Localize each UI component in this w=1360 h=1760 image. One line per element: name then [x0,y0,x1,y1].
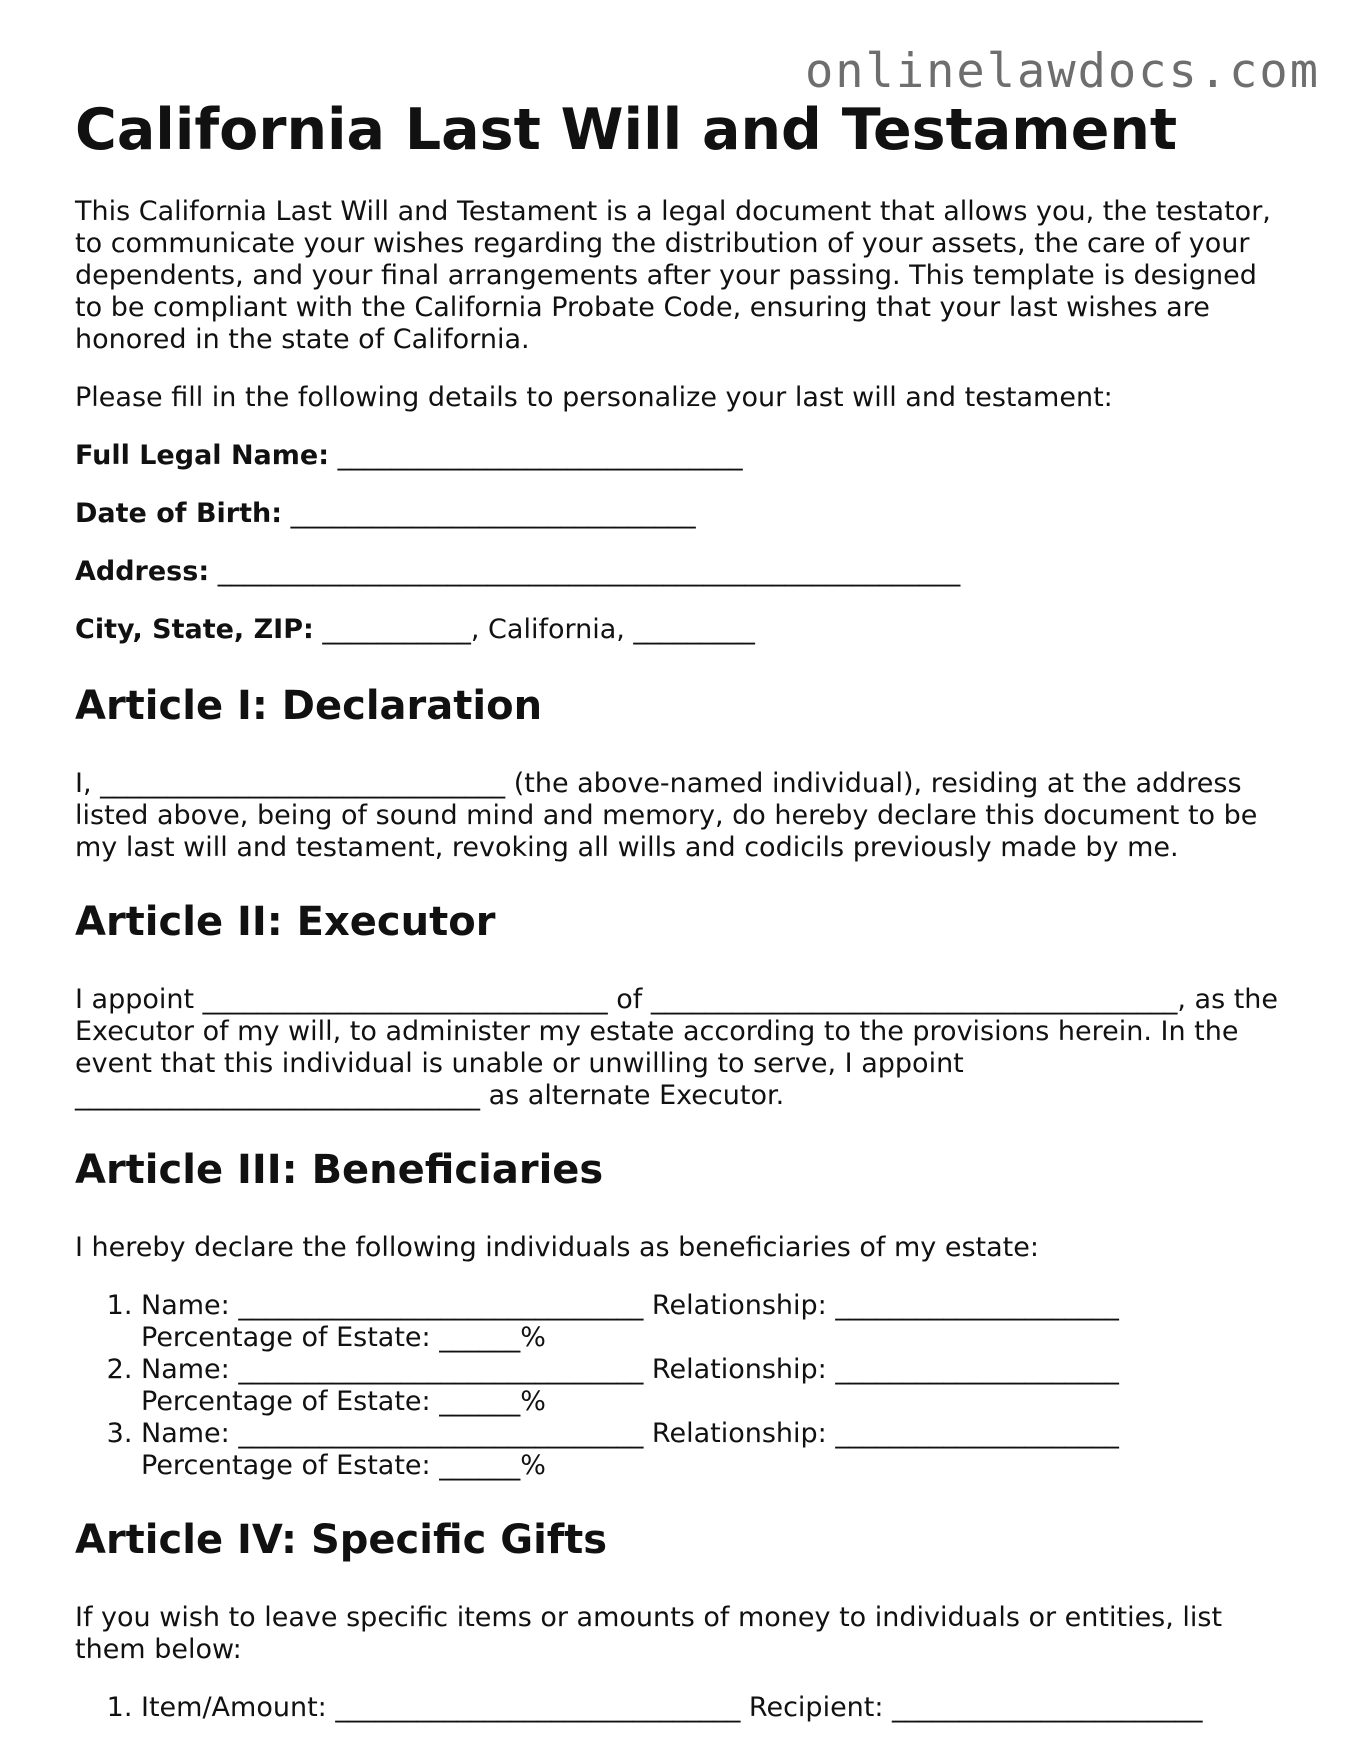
beneficiary-1-percentage[interactable]: Percentage of Estate: ______% [141,1322,546,1353]
dob-blank[interactable]: ______________________________ [290,498,696,529]
address-field [75,556,1290,588]
intro-paragraph: This California Last Will and Testament is a legal document that allows you, the testator, to communicate your wishes regarding the distribution of your assets, the care of your dependents, and your final arrangements after your passing. This template is designed to be compliant with the California Probate Code, ensuring that your last wishes are honored in the state of California. [75,196,1271,355]
beneficiary-3-percentage[interactable]: Percentage of Estate: ______% [141,1450,546,1481]
full-name-blank[interactable]: ______________________________ [337,440,743,471]
address-blank[interactable]: _______________________________________________________ [217,556,961,587]
list-item [141,1418,1290,1482]
beneficiary-1-line[interactable]: Name: ______________________________ Relationship: _____________________ [141,1290,1119,1321]
article-2-heading: Article II: Executor [75,899,496,945]
article-3-heading: Article III: Beneficiaries [75,1147,604,1193]
article-3-text: I hereby declare the following individuals as beneficiaries of my estate: [75,1232,1039,1263]
article-4-text: If you wish to leave specific items or amounts of money to individuals or entities, list them below: [75,1602,1223,1665]
article-1-text: I, ______________________________ (the above-named individual), residing at the address listed above, being of sound mind and memory, do hereby declare this document to be my last will and testament, revoking all wills and codicils previously made by me. [75,768,1258,863]
city-state-zip-blank[interactable]: ___________, California, _________ [322,614,755,645]
gift-1-line[interactable]: Item/Amount: ______________________________ Recipient: _______________________ [141,1692,1203,1723]
list-item [141,1692,1290,1724]
article-4-heading: Article IV: Specific Gifts [75,1517,608,1563]
list-item [141,1354,1290,1418]
full-name-label: Full Legal Name: [75,440,330,471]
city-state-zip-label: City, State, ZIP: [75,614,314,645]
instructions-paragraph: Please fill in the following details to personalize your last will and testament: [75,382,1113,413]
full-name-field [75,440,1290,472]
article-1-heading: Article I: Declaration [75,683,543,729]
watermark: onlinelawdocs.com [804,44,1320,99]
beneficiary-3-line[interactable]: Name: ______________________________ Relationship: _____________________ [141,1418,1119,1449]
beneficiary-2-line[interactable]: Name: ______________________________ Relationship: _____________________ [141,1354,1119,1385]
specific-gifts-list [75,1692,1290,1724]
dob-field [75,498,1290,530]
list-item [141,1290,1290,1354]
city-state-zip-field [75,614,1290,646]
page-title: California Last Will and Testament [75,97,1178,163]
beneficiaries-list [75,1290,1290,1482]
document-page [75,96,1290,1724]
dob-label: Date of Birth: [75,498,283,529]
article-2-text: I appoint ______________________________ of _______________________________________, as the Executor of my will, to administer my estate according to the provisions herein. In the event that this individual is unable or unwilling to serve, I appoint ______________________________ as alternate Executor. [75,984,1279,1111]
beneficiary-2-percentage[interactable]: Percentage of Estate: ______% [141,1386,546,1417]
address-label: Address: [75,556,210,587]
